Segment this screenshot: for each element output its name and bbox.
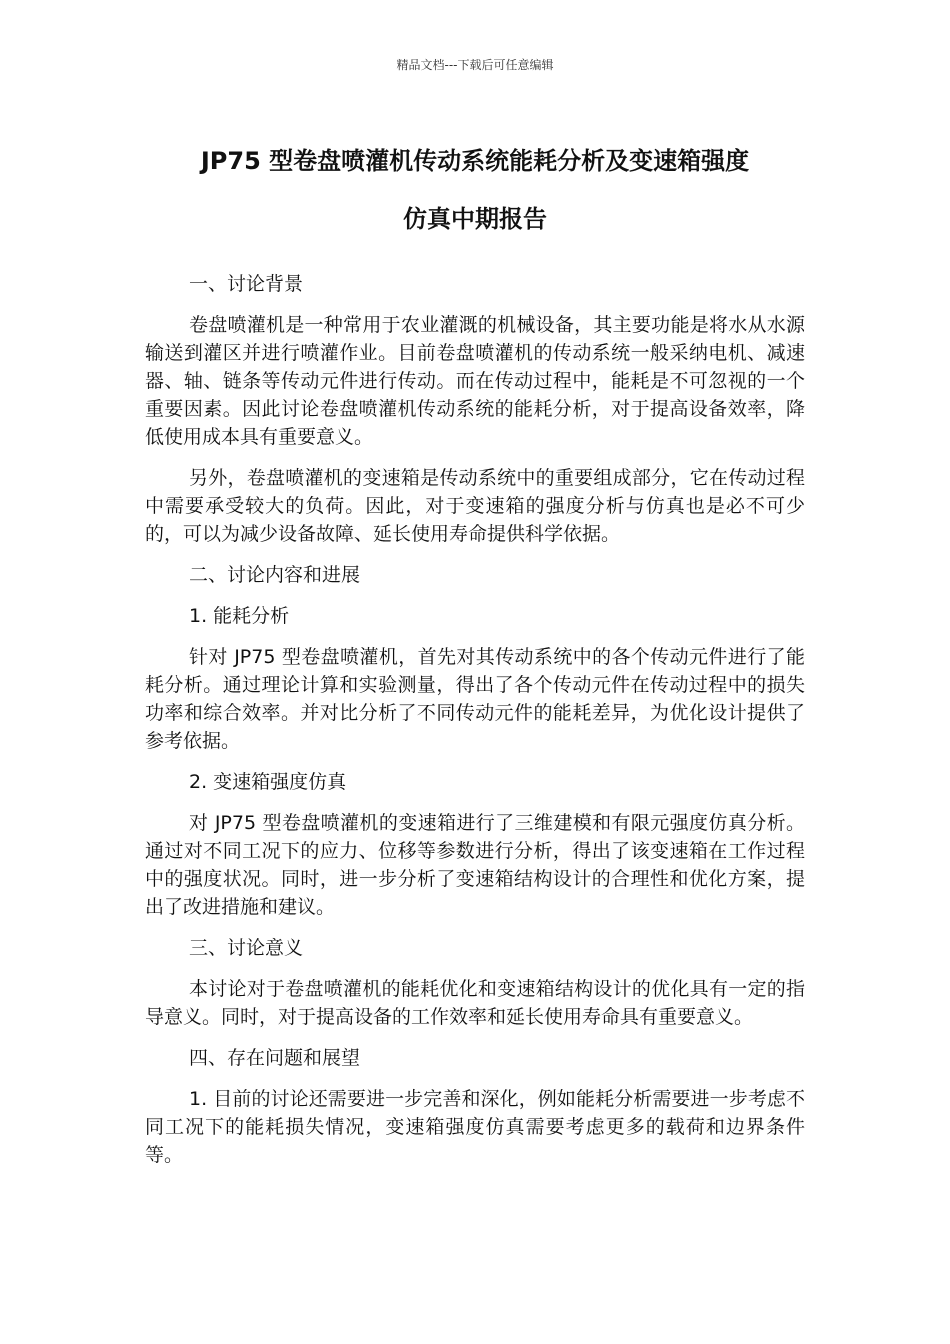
page-header: 精品文档---下载后可任意编辑	[396, 58, 554, 72]
paragraph-background-1: 卷盘喷灌机是一种常用于农业灌溉的机械设备，其主要功能是将水从水源输送到灌区并进行喷灌作业。目前卷盘喷灌机的传动系统一般采纳电机、减速器、轴、链条等传动元件进行传动。而在传动过程中，能耗是不可忽视的一个重要因素。因此讨论卷盘喷灌机传动系统的能耗分析，对于提高设备效率，降低使用成本具有重要意义。	[145, 314, 805, 448]
section-heading-background: 一、讨论背景	[189, 273, 304, 295]
document-body	[145, 270, 805, 1182]
paragraph-problems-1: 1. 目前的讨论还需要进一步完善和深化，例如能耗分析需要进一步考虑不同工况下的能耗损失情况，变速箱强度仿真需要考虑更多的载荷和边界条件等。	[145, 1088, 805, 1166]
title-line-2: 仿真中期报告	[403, 205, 547, 233]
document-title	[120, 132, 830, 248]
subheading-gearbox-simulation: 2. 变速箱强度仿真	[189, 771, 347, 793]
paragraph-significance: 本讨论对于卷盘喷灌机的能耗优化和变速箱结构设计的优化具有一定的指导意义。同时，对于提高设备的工作效率和延长使用寿命具有重要意义。	[145, 978, 805, 1028]
paragraph-energy-analysis: 针对 JP75 型卷盘喷灌机，首先对其传动系统中的各个传动元件进行了能耗分析。通过理论计算和实验测量，得出了各个传动元件在传动过程中的损失功率和综合效率。并对比分析了不同传动元件的能耗差异，为优化设计提供了参考依据。	[145, 646, 805, 752]
section-heading-content: 二、讨论内容和进展	[189, 564, 361, 586]
title-line-1: JP75 型卷盘喷灌机传动系统能耗分析及变速箱强度	[200, 147, 750, 175]
paragraph-background-2: 另外，卷盘喷灌机的变速箱是传动系统中的重要组成部分，它在传动过程中需要承受较大的负荷。因此，对于变速箱的强度分析与仿真也是必不可少的，可以为减少设备故障、延长使用寿命提供科学依据。	[145, 467, 805, 545]
section-heading-significance: 三、讨论意义	[189, 937, 304, 959]
paragraph-gearbox-simulation: 对 JP75 型卷盘喷灌机的变速箱进行了三维建模和有限元强度仿真分析。通过对不同工况下的应力、位移等参数进行分析，得出了该变速箱在工作过程中的强度状况。同时，进一步分析了变速箱结构设计的合理性和优化方案，提出了改进措施和建议。	[145, 812, 805, 918]
subheading-energy-analysis: 1. 能耗分析	[189, 605, 290, 627]
section-heading-problems: 四、存在问题和展望	[189, 1047, 361, 1069]
